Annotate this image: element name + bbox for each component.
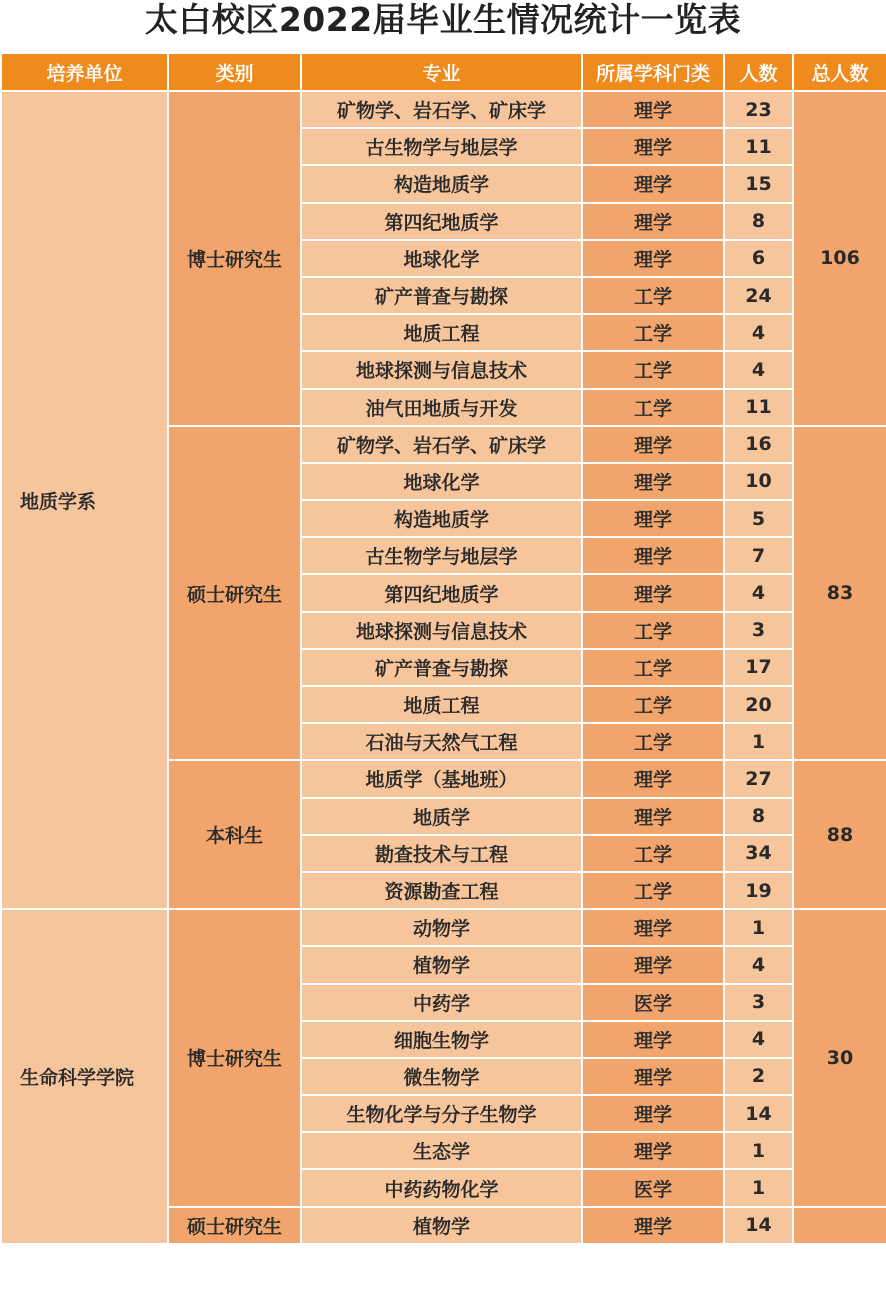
major-cell: 地质工程 xyxy=(301,686,582,723)
discipline-cell: 工学 xyxy=(582,835,724,872)
major-cell: 中药学 xyxy=(301,984,582,1021)
count-cell: 20 xyxy=(724,686,793,723)
major-cell: 中药药物化学 xyxy=(301,1169,582,1206)
unit-cell: 地质学系 xyxy=(1,91,168,909)
major-cell: 地球探测与信息技术 xyxy=(301,351,582,388)
major-cell: 古生物学与地层学 xyxy=(301,128,582,165)
discipline-cell: 理学 xyxy=(582,500,724,537)
total-cell: 30 xyxy=(793,909,886,1207)
major-cell: 资源勘查工程 xyxy=(301,872,582,909)
total-cell: 106 xyxy=(793,91,886,426)
major-cell: 构造地质学 xyxy=(301,500,582,537)
count-cell: 17 xyxy=(724,649,793,686)
discipline-cell: 工学 xyxy=(582,612,724,649)
major-cell: 地质学 xyxy=(301,798,582,835)
count-cell: 3 xyxy=(724,612,793,649)
discipline-cell: 理学 xyxy=(582,1058,724,1095)
discipline-cell: 理学 xyxy=(582,1095,724,1132)
count-cell: 4 xyxy=(724,314,793,351)
page-title: 太白校区2022届毕业生情况统计一览表 xyxy=(144,0,742,39)
header-count: 人数 xyxy=(724,53,793,91)
count-cell: 4 xyxy=(724,574,793,611)
major-cell: 矿物学、岩石学、矿床学 xyxy=(301,91,582,128)
count-cell: 1 xyxy=(724,723,793,760)
major-cell: 第四纪地质学 xyxy=(301,574,582,611)
category-cell: 博士研究生 xyxy=(168,909,301,1207)
table-body xyxy=(1,91,886,1244)
count-cell: 4 xyxy=(724,351,793,388)
count-cell: 34 xyxy=(724,835,793,872)
discipline-cell: 理学 xyxy=(582,203,724,240)
table-header xyxy=(1,53,886,91)
count-cell: 11 xyxy=(724,389,793,426)
discipline-cell: 理学 xyxy=(582,426,724,463)
major-cell: 古生物学与地层学 xyxy=(301,537,582,574)
table-row xyxy=(1,909,886,946)
header-category: 类别 xyxy=(168,53,301,91)
category-cell: 硕士研究生 xyxy=(168,426,301,761)
count-cell: 8 xyxy=(724,203,793,240)
header-major: 专业 xyxy=(301,53,582,91)
major-cell: 植物学 xyxy=(301,1207,582,1244)
discipline-cell: 理学 xyxy=(582,574,724,611)
count-cell: 4 xyxy=(724,946,793,983)
major-cell: 地质学（基地班） xyxy=(301,760,582,797)
major-cell: 动物学 xyxy=(301,909,582,946)
major-cell: 第四纪地质学 xyxy=(301,203,582,240)
discipline-cell: 理学 xyxy=(582,798,724,835)
count-cell: 6 xyxy=(724,240,793,277)
count-cell: 15 xyxy=(724,165,793,202)
discipline-cell: 工学 xyxy=(582,686,724,723)
discipline-cell: 理学 xyxy=(582,1207,724,1244)
major-cell: 地球化学 xyxy=(301,463,582,500)
discipline-cell: 医学 xyxy=(582,984,724,1021)
header-unit: 培养单位 xyxy=(1,53,168,91)
count-cell: 16 xyxy=(724,426,793,463)
category-cell: 博士研究生 xyxy=(168,91,301,426)
major-cell: 地球化学 xyxy=(301,240,582,277)
category-cell: 硕士研究生 xyxy=(168,1207,301,1244)
major-cell: 生态学 xyxy=(301,1132,582,1169)
count-cell: 27 xyxy=(724,760,793,797)
count-cell: 4 xyxy=(724,1021,793,1058)
count-cell: 3 xyxy=(724,984,793,1021)
discipline-cell: 理学 xyxy=(582,1132,724,1169)
major-cell: 地质工程 xyxy=(301,314,582,351)
discipline-cell: 理学 xyxy=(582,91,724,128)
count-cell: 1 xyxy=(724,909,793,946)
total-cell xyxy=(793,1207,886,1244)
discipline-cell: 理学 xyxy=(582,537,724,574)
discipline-cell: 理学 xyxy=(582,760,724,797)
category-cell: 本科生 xyxy=(168,760,301,909)
discipline-cell: 工学 xyxy=(582,389,724,426)
header-total: 总人数 xyxy=(793,53,886,91)
total-cell: 88 xyxy=(793,760,886,909)
major-cell: 植物学 xyxy=(301,946,582,983)
discipline-cell: 理学 xyxy=(582,463,724,500)
major-cell: 构造地质学 xyxy=(301,165,582,202)
header-row xyxy=(1,53,886,91)
major-cell: 勘查技术与工程 xyxy=(301,835,582,872)
major-cell: 矿产普查与勘探 xyxy=(301,277,582,314)
discipline-cell: 理学 xyxy=(582,1021,724,1058)
total-cell: 83 xyxy=(793,426,886,761)
count-cell: 11 xyxy=(724,128,793,165)
discipline-cell: 工学 xyxy=(582,351,724,388)
discipline-cell: 理学 xyxy=(582,240,724,277)
major-cell: 地球探测与信息技术 xyxy=(301,612,582,649)
count-cell: 2 xyxy=(724,1058,793,1095)
count-cell: 19 xyxy=(724,872,793,909)
count-cell: 1 xyxy=(724,1169,793,1206)
major-cell: 石油与天然气工程 xyxy=(301,723,582,760)
major-cell: 生物化学与分子生物学 xyxy=(301,1095,582,1132)
discipline-cell: 理学 xyxy=(582,128,724,165)
count-cell: 10 xyxy=(724,463,793,500)
discipline-cell: 工学 xyxy=(582,872,724,909)
count-cell: 1 xyxy=(724,1132,793,1169)
discipline-cell: 工学 xyxy=(582,649,724,686)
major-cell: 矿物学、岩石学、矿床学 xyxy=(301,426,582,463)
discipline-cell: 医学 xyxy=(582,1169,724,1206)
count-cell: 8 xyxy=(724,798,793,835)
table-row xyxy=(1,91,886,128)
graduate-statistics-table xyxy=(0,52,886,1245)
discipline-cell: 工学 xyxy=(582,314,724,351)
header-discipline: 所属学科门类 xyxy=(582,53,724,91)
major-cell: 细胞生物学 xyxy=(301,1021,582,1058)
major-cell: 矿产普查与勘探 xyxy=(301,649,582,686)
count-cell: 5 xyxy=(724,500,793,537)
count-cell: 14 xyxy=(724,1095,793,1132)
count-cell: 7 xyxy=(724,537,793,574)
count-cell: 23 xyxy=(724,91,793,128)
major-cell: 油气田地质与开发 xyxy=(301,389,582,426)
major-cell: 微生物学 xyxy=(301,1058,582,1095)
discipline-cell: 理学 xyxy=(582,909,724,946)
count-cell: 14 xyxy=(724,1207,793,1244)
discipline-cell: 工学 xyxy=(582,723,724,760)
discipline-cell: 工学 xyxy=(582,277,724,314)
count-cell: 24 xyxy=(724,277,793,314)
unit-cell: 生命科学学院 xyxy=(1,909,168,1244)
discipline-cell: 理学 xyxy=(582,165,724,202)
discipline-cell: 理学 xyxy=(582,946,724,983)
